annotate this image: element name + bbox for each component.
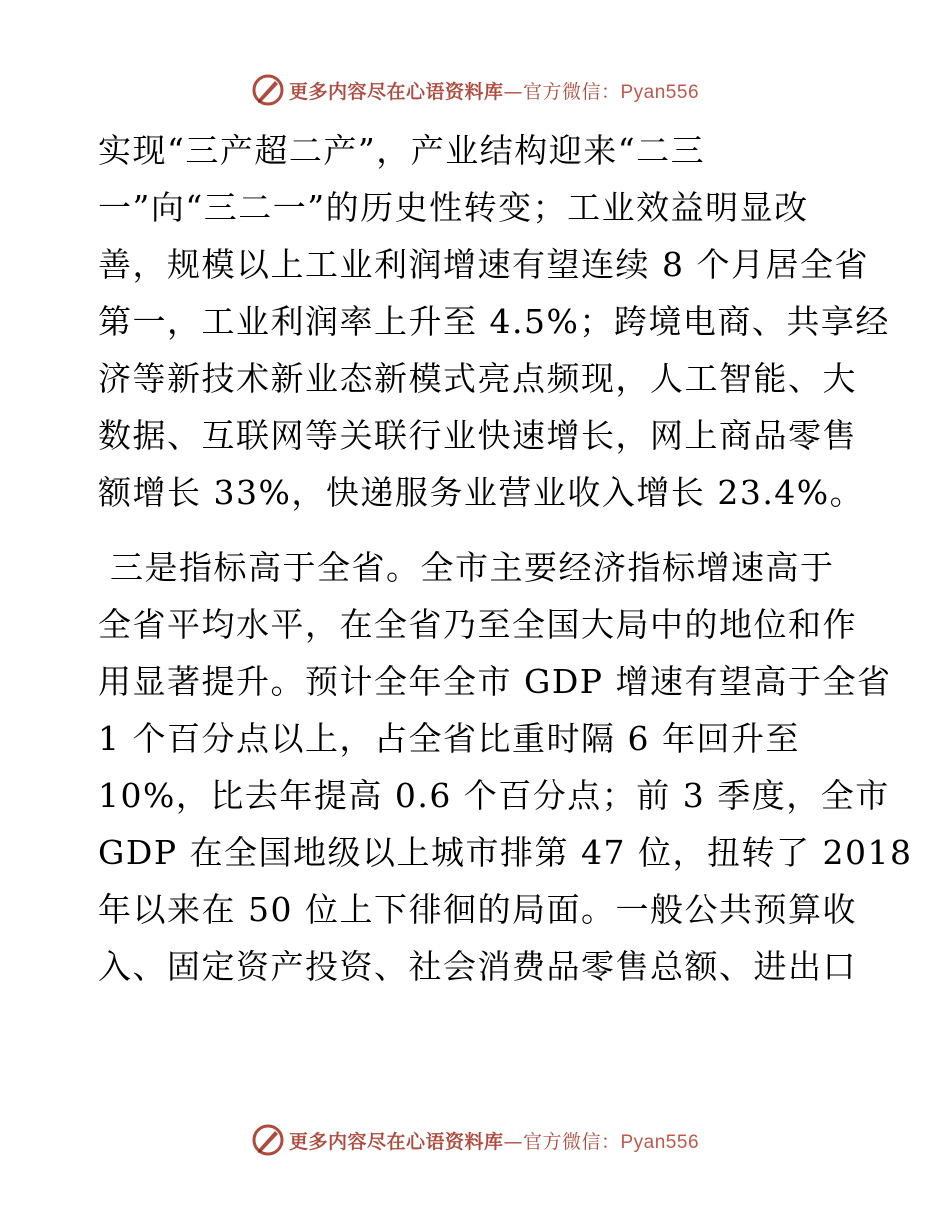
watermark-id: Pyan556: [620, 1131, 700, 1153]
text-line: 一”向“三二一”的历史性转变；工业效益明显改: [98, 188, 809, 227]
text-line: 额增长 33%，快递服务业营业收入增长 23.4%。: [98, 473, 865, 512]
watermark-text: [289, 1127, 699, 1154]
text-line: 善，规模以上工业利润增速有望连续 8 个月居全省: [98, 245, 869, 284]
paragraph: [98, 539, 913, 995]
text-line: 用显著提升。预计全年全市 GDP 增速有望高于全省: [98, 662, 892, 701]
watermark-sub-text: 官方微信：: [522, 80, 621, 103]
text-line: 10%，比去年提高 0.6 个百分点；前 3 季度，全市: [98, 776, 890, 815]
quill-logo-icon: [251, 73, 285, 107]
watermark-dash: —: [503, 1130, 523, 1153]
watermark-sub-text: 官方微信：: [522, 1130, 621, 1153]
text-line: 全省平均水平，在全省乃至全国大局中的地位和作: [98, 605, 857, 644]
paragraph-spacer: [98, 521, 858, 539]
text-line: 三是指标高于全省。全市主要经济指标增速高于: [98, 548, 835, 587]
watermark-dash: —: [503, 80, 523, 103]
watermark-main-text: 更多内容尽在心语资料库: [288, 80, 504, 103]
watermark-footer: [0, 1120, 950, 1160]
paragraph: [98, 122, 890, 521]
text-line: GDP 在全国地级以上城市排第 47 位，扭转了 2018: [98, 833, 913, 872]
watermark-header: [0, 70, 950, 110]
text-line: 第一，工业利润率上升至 4.5%；跨境电商、共享经: [98, 302, 890, 341]
quill-logo-icon: [251, 1123, 285, 1157]
watermark-text: [289, 77, 699, 104]
text-line: 1 个百分点以上，占全省比重时隔 6 年回升至: [98, 719, 800, 758]
watermark-id: Pyan556: [620, 81, 700, 103]
text-line: 入、固定资产投资、社会消费品零售总额、进出口: [98, 947, 857, 986]
text-line: 济等新技术新业态新模式亮点频现，人工智能、大: [98, 359, 857, 398]
watermark-main-text: 更多内容尽在心语资料库: [288, 1130, 504, 1153]
text-line: 数据、互联网等关联行业快速增长，网上商品零售: [98, 416, 857, 455]
document-body: [98, 122, 913, 995]
text-line: 实现“三产超二产”，产业结构迎来“二三: [98, 131, 706, 170]
text-line: 年以来在 50 位上下徘徊的局面。一般公共预算收: [98, 890, 857, 929]
